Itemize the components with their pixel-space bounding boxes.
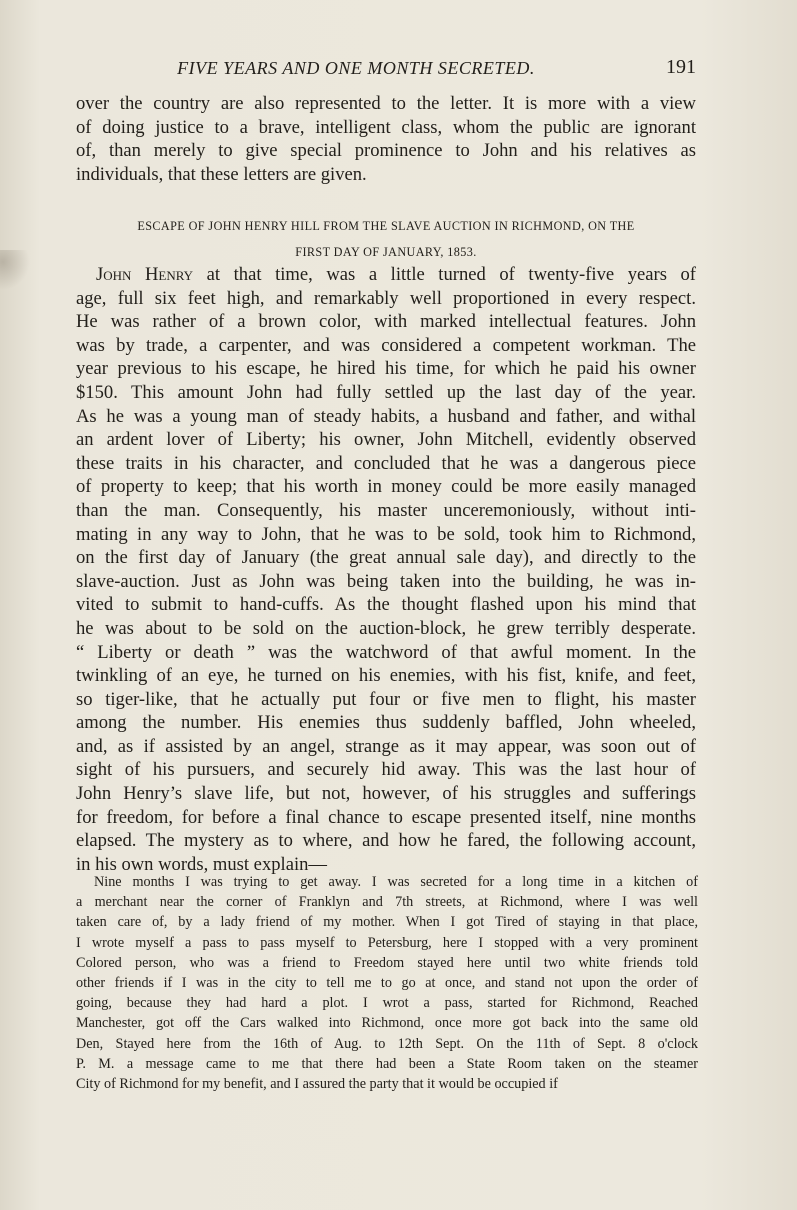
quote-line: City of Richmond for my benefit, and I assured the party that it would be occupied if [76, 1076, 558, 1093]
quote-line: other friends if I was in the city to tell me to go at once, and stand not upon the order of [76, 975, 698, 992]
text-line: was by trade, a carpenter, and was considered a competent workman. The [76, 334, 696, 356]
text-line: mating in any way to John, that he was to be sold, took him to Richmond, [76, 523, 696, 545]
quote-line: taken care of, by a lady friend of my mother. When I got Tired of staying in that place, [76, 914, 698, 931]
section-heading-line: FIRST DAY OF JANUARY, 1853. [295, 245, 477, 259]
quote-line: I wrote myself a pass to pass myself to Petersburg, here I stopped with a very prominent [76, 934, 698, 951]
page-edge-smudge [0, 250, 30, 290]
text-line [76, 263, 696, 287]
quote-line: Den, Stayed here from the 16th of Aug. to 12th Sept. On the 11th of Sept. 8 o'clock [76, 1035, 698, 1052]
running-title: FIVE YEARS AND ONE MONTH SECRETED. [177, 58, 535, 78]
section-heading [76, 213, 696, 265]
text-line: $150. This amount John had fully settled up the last day of the year. [76, 381, 696, 403]
lead-name: John Henry [96, 264, 194, 285]
quote-line: Colored person, who was a friend to Freedom stayed here until two white friends told [76, 954, 698, 971]
text-line: an ardent lover of Liberty; his owner, John Mitchell, evidently observed [76, 429, 696, 451]
text-line: elapsed. The mystery as to where, and how he fared, the following account, [76, 830, 696, 852]
text-line: John Henry’s slave life, but not, however, of his struggles and sufferings [76, 783, 696, 805]
text-line: for freedom, for before a final chance to escape presented itself, nine months [76, 806, 696, 828]
text-line: sight of his pursuers, and securely hid away. This was the last hour of [76, 759, 696, 781]
text-line: than the man. Consequently, his master unceremoniously, without inti- [76, 499, 696, 521]
text-line: slave-auction. Just as John was being taken into the building, he was in- [76, 570, 696, 592]
text-line: so tiger-like, that he actually put four or five men to flight, his master [76, 688, 696, 710]
page-number: 191 [666, 56, 696, 78]
text-line: twinkling of an eye, he turned on his enemies, with his fist, knife, and feet, [76, 665, 696, 687]
text-line: of, than merely to give special prominence to John and his relatives as [76, 140, 696, 162]
text-line: year previous to his escape, he hired his time, for which he paid his owner [76, 358, 696, 380]
text-line: and, as if assisted by an angel, strange as it may appear, was soon out of [76, 735, 696, 757]
text-line: He was rather of a brown color, with marked intellectual features. John [76, 311, 696, 333]
text-line: on the first day of January (the great annual sale day), and directly to the [76, 547, 696, 569]
first-line-rest: at that time, was a little turned of twenty-five years of [193, 264, 696, 285]
quote-line: a merchant near the corner of Franklyn and 7th streets, at Richmond, where I was well [76, 894, 698, 911]
text-line: “ Liberty or death ” was the watchword of that awful moment. In the [76, 641, 696, 663]
section-heading-line: ESCAPE OF JOHN HENRY HILL FROM THE SLAVE AUCTION IN RICHMOND, ON THE [137, 219, 635, 233]
quoted-letter [76, 872, 698, 1094]
running-head [76, 58, 696, 82]
text-line: vited to submit to hand-cuffs. As the thought flashed upon his mind that [76, 594, 696, 616]
text-line: of property to keep; that his worth in money could be more easily managed [76, 476, 696, 498]
text-line: these traits in his character, and concluded that he was a dangerous piece [76, 452, 696, 474]
text-line: he was about to be sold on the auction-block, he grew terribly desperate. [76, 617, 696, 639]
text-line: individuals, that these letters are given. [76, 163, 367, 185]
text-line: among the number. His enemies thus suddenly baffled, John wheeled, [76, 712, 696, 734]
quote-line: P. M. a message came to me that there had been a State Room taken on the steamer [76, 1055, 698, 1072]
narrative-paragraph [76, 263, 696, 876]
text-line: over the country are also represented to the letter. It is more with a view [76, 93, 696, 114]
intro-paragraph [76, 92, 696, 186]
quote-line: going, because they had hard a plot. I wrot a pass, started for Richmond, Reached [76, 995, 698, 1012]
text-line: of doing justice to a brave, intelligent class, whom the public are ignorant [76, 116, 696, 138]
text-line: in his own words, must explain— [76, 853, 328, 875]
quote-line: Manchester, got off the Cars walked into Richmond, once more got back into the same old [76, 1015, 698, 1032]
quote-line: Nine months I was trying to get away. I was secreted for a long time in a kitchen of [94, 874, 698, 890]
text-line: As he was a young man of steady habits, a husband and father, and withal [76, 405, 696, 427]
text-line: age, full six feet high, and remarkably well proportioned in every respect. [76, 287, 696, 309]
